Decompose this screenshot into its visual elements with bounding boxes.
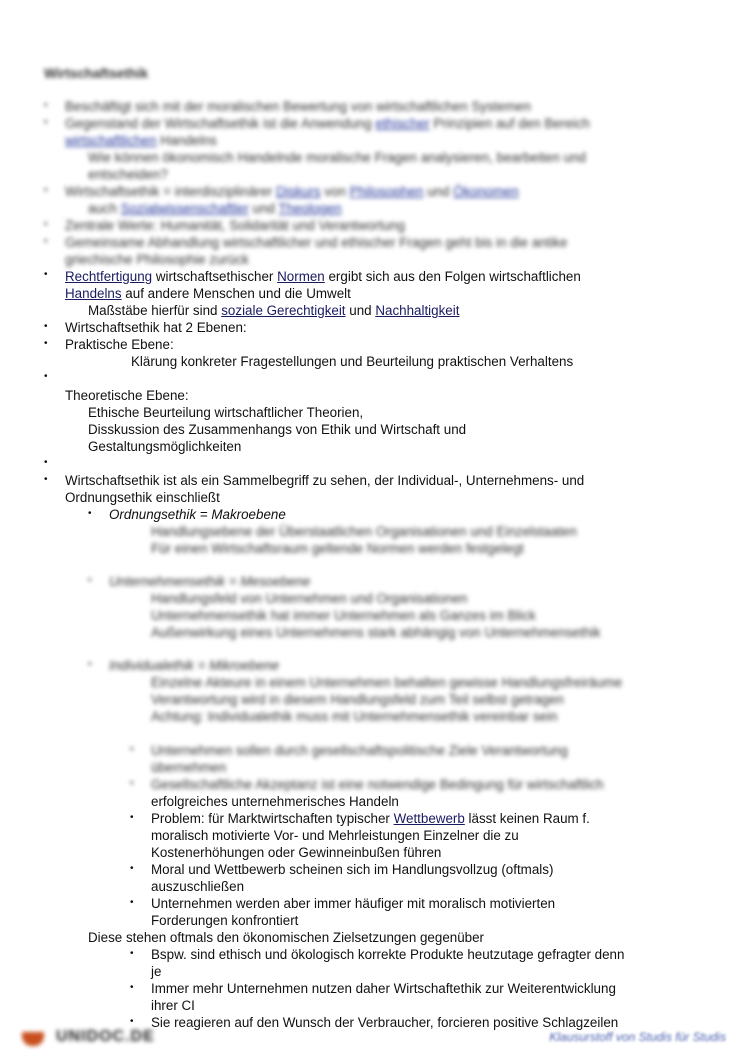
bullet: • [44, 474, 48, 485]
link[interactable]: Philosophen [349, 184, 424, 199]
paragraph-line: Forderungen konfrontiert [151, 913, 299, 928]
bullet: • [88, 575, 92, 586]
blurred-line: Verantwortung wird in diesem Handlungsfeld zum Teil selbst getragen [151, 692, 564, 707]
link-soziale-gerechtigkeit[interactable]: soziale Gerechtigkeit [221, 303, 346, 318]
sub-text: auch Sozialwissenschaftler und Theologen [88, 201, 342, 216]
bullet-text: Zentrale Werte: Humanität, Solidarität und Verantwortung [65, 218, 405, 233]
bullet: • [130, 778, 134, 789]
paragraph-line: Disskussion des Zusammenhangs von Ethik und Wirtschaft und [88, 422, 467, 437]
link[interactable]: Sozialwissenschaftler [120, 201, 249, 216]
bullet: • [44, 117, 48, 128]
sub-text: entscheiden? [88, 167, 168, 182]
bullet: • [130, 897, 134, 908]
blurred-line: Einzelne Akteure in einem Unternehmen behalten gewisse Handlungsfreiräume [151, 675, 623, 690]
blurred-line: Handlungsebene der Überstaatlichen Organisationen und Einzelstaaten [151, 524, 577, 539]
bullet: • [44, 269, 48, 280]
paragraph-line: Handelns auf andere Menschen und die Umwelt [65, 286, 351, 301]
paragraph-line: je [151, 964, 162, 979]
paragraph-line: Ordnungsethik einschließt [65, 490, 220, 505]
paragraph-line: Immer mehr Unternehmen nutzen daher Wirtschaftethik zur Weiterentwicklung [151, 981, 616, 996]
logo-text: UNIDOC.DE [56, 1028, 155, 1045]
bullet: • [130, 948, 134, 959]
link-handelns[interactable]: Handelns [65, 286, 122, 301]
blurred-line: Unternehmensethik = Mesoebene [109, 574, 311, 589]
bullet: • [88, 659, 92, 670]
bullet: • [44, 219, 48, 230]
blurred-line: Individualethik = Mikroebene [109, 658, 280, 673]
paragraph-line: Unternehmen werden aber immer häufiger mit moralisch motivierten [151, 896, 556, 911]
blurred-line: Außenwirkung eines Unternehmens stark abhängig von Unternehmensethik [151, 625, 601, 640]
link-nachhaltigkeit[interactable]: Nachhaltigkeit [375, 303, 460, 318]
footer-slogan: Klausurstoff von Studis für Studis [549, 1030, 726, 1044]
bullet: • [130, 812, 134, 823]
link[interactable]: Diskurs [275, 184, 321, 199]
blurred-line: Unternehmensethik hat immer Unternehmen als Ganzes im Blick [151, 608, 536, 623]
paragraph-line: ihrer CI [151, 998, 195, 1013]
bullet: • [44, 457, 48, 468]
paragraph-line: Ethische Beurteilung wirtschaftlicher Theorien, [88, 405, 364, 420]
bullet: • [44, 371, 48, 382]
paragraph-line: Klärung konkreter Fragestellungen und Beurteilung praktischen Verhaltens [131, 354, 574, 369]
bullet-text: Beschäftigt sich mit der moralischen Bewertung von wirtschaftlichen Systemen [65, 99, 531, 114]
bullet-text: Gemeinsame Abhandlung wirtschaftlicher und ethischer Fragen geht bis in die antike [65, 235, 568, 250]
paragraph-line: Ordnungsethik = Makroebene [109, 507, 286, 522]
bullet: • [44, 338, 48, 349]
blurred-line: Für einen Wirtschaftsraum geltende Normen werden festgelegt [151, 541, 524, 556]
paragraph-line: Gestaltungsmöglichkeiten [88, 439, 242, 454]
blurred-line: Gesellschaftliche Akzeptanz ist eine notwendige Bedingung für wirtschaftlich [151, 777, 604, 792]
sub-text: Wie können ökonomisch Handelnde moralische Fragen analysieren, bearbeiten und [88, 150, 586, 165]
blurred-line: Unternehmen sollen durch gesellschaftspolitische Ziele Verantwortung [151, 743, 568, 758]
bullet: • [130, 982, 134, 993]
document-title: Wirtschaftsethik [44, 66, 149, 81]
link-wettbewerb[interactable]: Wettbewerb [393, 811, 465, 826]
bullet-text: griechische Philosophie zurück [65, 252, 249, 267]
logo-mark-icon [22, 1032, 44, 1046]
paragraph-line: auszuschließen [151, 879, 245, 894]
bullet-text: Wirtschaftsethik = interdisziplinärer Diskurs von Philosophen und Ökonomen [65, 184, 519, 199]
blurred-line: Handlungsfeld von Unternehmen und Organisationen [151, 591, 468, 606]
paragraph-line: erfolgreiches unternehmerisches Handeln [151, 794, 399, 809]
paragraph-line: Rechtfertigung wirtschaftsethischer Normen ergibt sich aus den Folgen wirtschaftlichen [65, 269, 581, 284]
blurred-line: übernehmen [151, 760, 227, 775]
link[interactable]: Theologen [278, 201, 342, 216]
paragraph-line: Wirtschaftsethik ist als ein Sammelbegriff zu sehen, der Individual-, Unternehmens- und [65, 473, 585, 488]
logo [22, 1028, 155, 1050]
bullet-text: Gegenstand der Wirtschaftsethik ist die Anwendung ethischer Prinzipien auf den Bereich [65, 116, 590, 131]
paragraph-line: Problem: für Marktwirtschaften typischer Wettbewerb lässt keinen Raum f. [151, 811, 590, 826]
bullet: • [44, 185, 48, 196]
paragraph-line: Wirtschaftsethik hat 2 Ebenen: [65, 320, 247, 335]
bullet: • [130, 863, 134, 874]
bullet: • [44, 100, 48, 111]
paragraph-line: Diese stehen oftmals den ökonomischen Zielsetzungen gegenüber [88, 930, 485, 945]
bullet: • [130, 1016, 134, 1027]
link[interactable]: wirtschaftlichen [65, 133, 157, 148]
paragraph-line: Maßstäbe hierfür sind soziale Gerechtigkeit und Nachhaltigkeit [88, 303, 460, 318]
blurred-line: Achtung: Individualethik muss mit Unternehmensethik vereinbar sein [151, 709, 558, 724]
paragraph-line: Kostenerhöhungen oder Gewinneinbußen führen [151, 845, 442, 860]
paragraph-line: Bspw. sind ethisch und ökologisch korrekte Produkte heutzutage gefragter denn [151, 947, 625, 962]
link-rechtfertigung[interactable]: Rechtfertigung [65, 269, 153, 284]
bullet: • [88, 508, 92, 519]
bullet: • [44, 236, 48, 247]
paragraph-line: moralisch motivierte Vor- und Mehrleistungen Einzelner die zu [151, 828, 519, 843]
bullet-text: wirtschaftlichen Handelns [65, 133, 217, 148]
bullet: • [44, 321, 48, 332]
link[interactable]: ethischer [375, 116, 430, 131]
link-normen[interactable]: Normen [277, 269, 325, 284]
link[interactable]: Ökonomen [453, 184, 519, 199]
paragraph-line: Sie reagieren auf den Wunsch der Verbraucher, forcieren positive Schlagzeilen [151, 1015, 619, 1030]
paragraph-line: Praktische Ebene: [65, 337, 174, 352]
paragraph-line: Moral und Wettbewerb scheinen sich im Handlungsvollzug (oftmals) [151, 862, 554, 877]
bullet: • [130, 744, 134, 755]
paragraph-line: Theoretische Ebene: [65, 388, 189, 403]
